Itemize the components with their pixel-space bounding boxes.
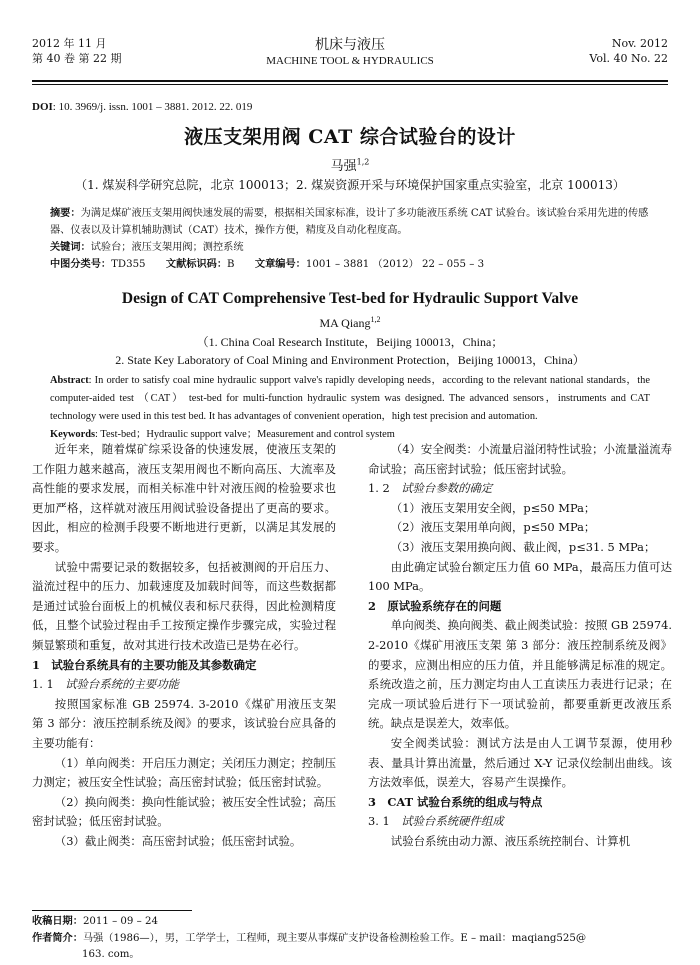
affiliation-en-2: 2. State Key Laboratory of Coal Mining and Environment Protection，Beijing 100013，China）: [115, 353, 585, 367]
article-title-en: Design of CAT Comprehensive Test-bed for Hydraulic Support Valve: [121, 290, 579, 307]
article-no-label: 文章编号：: [254, 258, 306, 270]
keywords-label-cn: 关键词：: [50, 241, 91, 253]
header-center: [32, 36, 668, 69]
keywords-en: : Test-bed；Hydraulic support valve；Measurement and control system: [95, 429, 395, 440]
paragraph: （1）单向阀类：开启压力测定；关闭压力测定；控制压力测定；被压安全性试验；高压密封试验；低压密封试验。: [32, 755, 336, 790]
subsection-title: 试验台参数的确定: [401, 481, 493, 496]
abstract-en: [50, 372, 650, 444]
paragraph: 试验中需要记录的数据较多，包括被测阀的开启压力、溢流过程中的压力、加载速度及加载时间等，而这些数据都是通过试验台面板上的机械仪表和标尺获得，因此检测精度低，且整个试验过程由手工按预定操作步骤完成，实验过程频显繁琐和重复，故对其进行技术改造已是势在必行。: [32, 559, 336, 652]
header-date-en: Nov. 2012: [611, 37, 668, 50]
paragraph: （2）换向阀类：换向性能试验；被压安全性试验；高压密封试验；低压密封试验。: [32, 794, 336, 829]
received-date: 2011 – 09 – 24: [82, 916, 158, 927]
paragraph: 单向阀类、换向阀类、截止阀类试验：按照 GB 25974. 2-2010《煤矿用液压支架 第 3 部分：液压控制系统及阀》的要求，应测出相应的压力值，并且能够满足标准的规定。系统改造之前，压力测定均由人工直读压力表进行记录；在完成一项试验后进行下一项试验前，都要重新更改液压系统。缺点是误差大，效率低。: [368, 618, 672, 731]
subsection-heading-3-1: [368, 812, 672, 832]
header-rule-thin: [32, 84, 668, 85]
bio-text: 马强（1986—），男，工学学士，工程师，现主要从事煤矿支护设备检测检验工作。E – mail：maqiang525@: [82, 933, 587, 944]
header-volume-en: Vol. 40 No. 22: [589, 52, 668, 65]
header-right: [589, 36, 668, 66]
body-column-left: [32, 440, 336, 851]
abstract-text-cn: 为满足煤矿液压支架用阀快速发展的需要，根据相关国家标准，设计了多功能液压系统 CAT 试验台。该试验台采用先进的传感器、仪表以及计算机辅助测试（CAT）技术，操作方便，精度及自动化程度高。: [50, 208, 649, 236]
doi-label: DOI: [32, 101, 53, 113]
subsection-number: 1. 1: [32, 677, 66, 692]
article-no-value: 1001 – 3881 （2012） 22 – 055 – 3: [305, 259, 485, 270]
body-column-right: [368, 440, 672, 851]
section-heading-2: 2 原试验系统存在的问题: [368, 598, 502, 613]
paragraph: （4）安全阀类：小流量启溢闭特性试验；小流量溢流寿命试验；高压密封试验；低压密封试验。: [368, 442, 672, 476]
doc-code-value: B: [227, 259, 235, 270]
subsection-heading-1-1: [32, 675, 336, 695]
author-name-cn: 马强: [330, 159, 357, 174]
abstract-cn: [50, 205, 650, 273]
author-name-en: MA Qiang: [319, 316, 371, 330]
abstract-label-en: Abstract: [50, 375, 89, 386]
running-header: [32, 36, 668, 80]
keywords-label-en: Keywords: [50, 429, 96, 440]
bio-text-continued: 163. com。: [82, 949, 140, 960]
paragraph: （3）截止阀类：高压密封试验；低压密封试验。: [54, 833, 302, 848]
subsection-number: 1. 2: [368, 481, 402, 496]
doi-line: [32, 101, 252, 113]
section-heading-1: 1 试验台系统具有的主要功能及其参数确定: [32, 657, 257, 672]
paragraph: （1）液压支架用安全阀，p≤50 MPa；: [390, 500, 596, 515]
clc-value: TD355: [111, 259, 146, 270]
subsection-heading-1-2: [368, 479, 672, 499]
header-volume-cn: 第 40 卷 第 22 期: [32, 52, 122, 65]
journal-name-cn: 机床与液压: [315, 37, 385, 53]
paragraph: （2）液压支架用单向阀，p≤50 MPa；: [390, 520, 596, 535]
paragraph: （3）液压支架用换向阀、截止阀，p≤31. 5 MPa；: [390, 539, 656, 554]
footnote: [32, 913, 668, 963]
header-date-cn: 2012 年 11 月: [32, 37, 107, 50]
subsection-title: 试验台系统硬件组成: [401, 814, 504, 829]
paragraph: 试验台系统由动力源、液压系统控制台、计算机: [390, 833, 631, 848]
paragraph: 由此确定试验台额定压力值 60 MPa，最高压力值可达 100 MPa。: [368, 559, 672, 594]
paragraph: 安全阀类试验：测试方法是由人工调节泵源，使用秒表、量具计算出流量，然后通过 X-Y 记录仪绘制出曲线。该方法效率低，误差大，容易产生误操作。: [368, 735, 672, 790]
author-affil-mark-en: 1,2: [370, 315, 381, 324]
bio-label: 作者简介：: [32, 932, 83, 944]
subsection-title: 试验台系统的主要功能: [65, 677, 180, 692]
footnote-rule: [32, 910, 192, 911]
keywords-cn: 试验台；液压支架用阀；测控系统: [90, 242, 244, 253]
clc-label: 中图分类号：: [50, 258, 112, 270]
affiliation-en-1: （1. China Coal Research Institute，Beijing 100013，China；: [196, 335, 504, 349]
subsection-number: 3. 1: [368, 814, 402, 829]
abstract-label-cn: 摘要：: [50, 207, 81, 219]
abstract-text-en: : In order to satisfy coal mine hydraulic support valve's rapidly developing needs，according to the relevant national standards，the computer-aided test （CAT） test-bed for multi-function hydraulic system was designed. The advanced sensors，instruments and CAT technology were used in this test bed. It has advantages of convenient operation，high test precision and automation.: [50, 375, 650, 422]
doc-code-label: 文献标识码：: [165, 258, 228, 270]
received-label: 收稿日期：: [32, 915, 83, 927]
author-cn: [0, 155, 700, 174]
article-title-cn: 液压支架用阀 CAT 综合试验台的设计: [184, 126, 516, 148]
header-rule-thick: [32, 80, 668, 82]
paragraph: 近年来，随着煤矿综采设备的快速发展，使液压支架的工作阻力越来越高，液压支架用阀也不断向高压、大流率及高性能的要求发展，而相关标准中针对液压阀的检验要求也更加严格，这样就对液压用阀试验设备提出了更高的要求。因此，相应的检测手段要不断地进行更新，以满足其发展的要求。: [32, 442, 336, 554]
section-heading-3: 3 CAT 试验台系统的组成与特点: [368, 794, 543, 809]
affiliation-cn: （1. 煤炭科学研究总院，北京 100013；2. 煤炭资源开采与环境保护国家重点实验室，北京 100013）: [75, 178, 625, 192]
doi-value: : 10. 3969/j. issn. 1001 – 3881. 2012. 22. 019: [52, 101, 253, 113]
author-en: [0, 315, 700, 331]
paragraph: 按照国家标准 GB 25974. 3-2010《煤矿用液压支架 第 3 部分：液压控制系统及阀》的要求，该试验台应具备的主要功能有：: [32, 696, 336, 750]
journal-name-en: MACHINE TOOL & HYDRAULICS: [266, 55, 434, 67]
author-affil-mark-cn: 1,2: [356, 157, 370, 167]
